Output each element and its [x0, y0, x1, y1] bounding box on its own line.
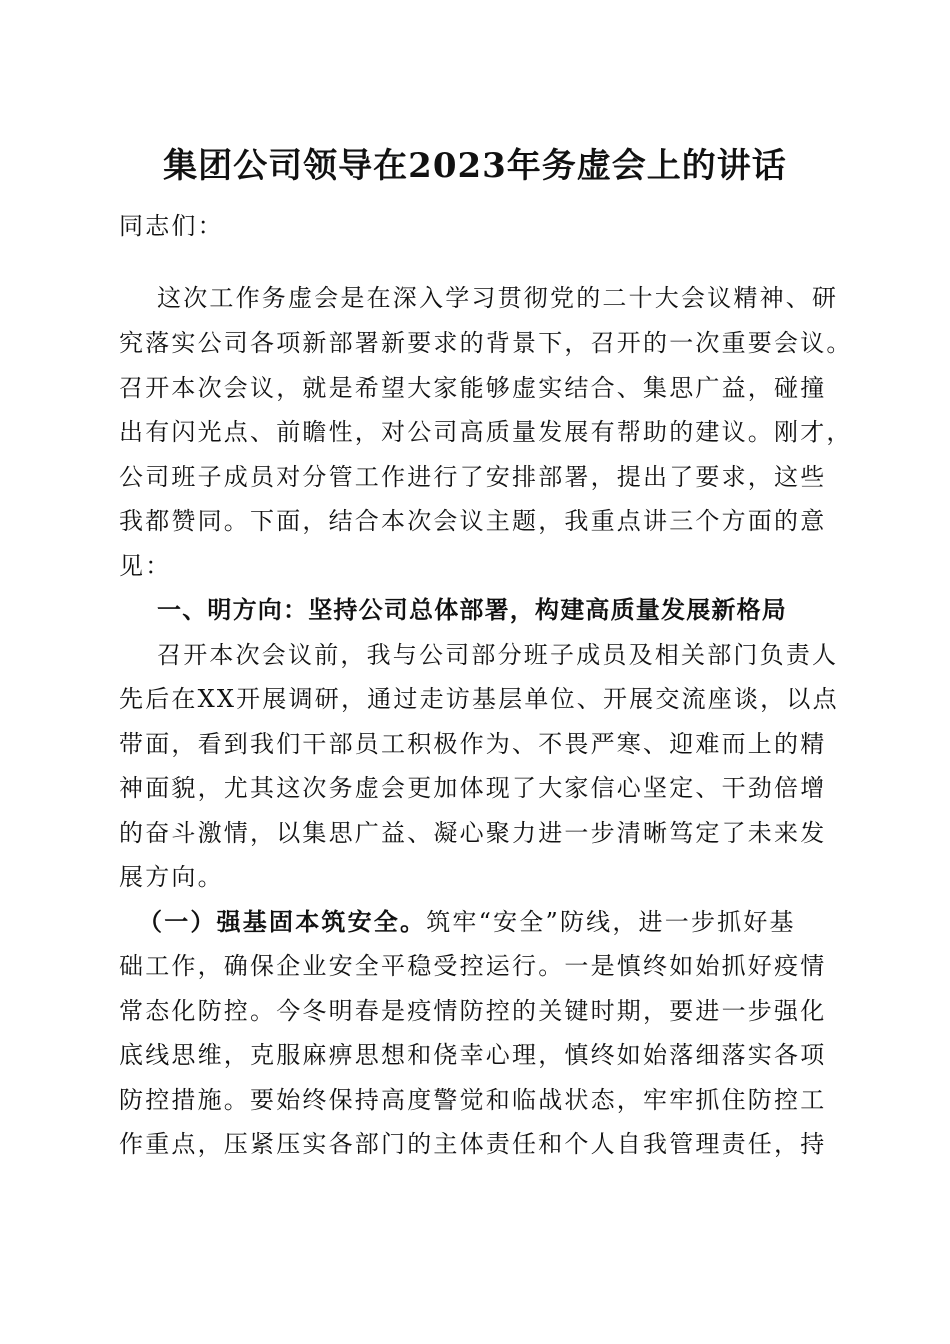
section-line: 召开本次会议前，我与公司部分班子成员及相关部门负责人: [157, 641, 839, 669]
subsection-line: 防控措施。要始终保持高度警觉和临战状态，牢牢抓住防控工: [119, 1086, 827, 1114]
intro-line: 见：: [119, 552, 172, 580]
subsection-heading: （一）强基固本筑安全。: [138, 907, 427, 936]
subsection-first-line: [138, 907, 796, 937]
section-heading: 一、明方向：坚持公司总体部署，构建高质量发展新格局: [157, 596, 787, 624]
intro-line: 出有闪光点、前瞻性，对公司高质量发展有帮助的建议。刚才，: [119, 418, 853, 446]
intro-line: 究落实公司各项新部署新要求的背景下，召开的一次重要会议。: [119, 329, 853, 357]
subsection-line: 筑牢“安全”防线，进一步抓好基: [426, 908, 796, 936]
document-title: 集团公司领导在2023年务虚会上的讲话: [163, 146, 787, 186]
section-line: 带面，看到我们干部员工积极作为、不畏严寒、迎难而上的精: [119, 730, 827, 758]
section-line: 神面貌，尤其这次务虚会更加体现了大家信心坚定、干劲倍增: [119, 774, 827, 802]
subsection-line: 常态化防控。今冬明春是疫情防控的关键时期，要进一步强化: [119, 997, 827, 1025]
intro-line: 我都赞同。下面，结合本次会议主题，我重点讲三个方面的意: [119, 507, 827, 535]
intro-line: 这次工作务虚会是在深入学习贯彻党的二十大会议精神、研: [157, 284, 839, 312]
subsection-line: 础工作，确保企业安全平稳受控运行。一是慎终如始抓好疫情: [119, 952, 827, 980]
subsection-line: 作重点，压紧压实各部门的主体责任和个人自我管理责任，持: [119, 1130, 827, 1158]
section-line: 的奋斗激情，以集思广益、凝心聚力进一步清晰笃定了未来发: [119, 819, 827, 847]
intro-line: 公司班子成员对分管工作进行了安排部署，提出了要求，这些: [119, 463, 827, 491]
section-line: 先后在XX开展调研，通过走访基层单位、开展交流座谈，以点: [119, 685, 839, 713]
subsection-line: 底线思维，克服麻痹思想和侥幸心理，慎终如始落细落实各项: [119, 1041, 827, 1069]
intro-line: 召开本次会议，就是希望大家能够虚实结合、集思广益，碰撞: [119, 374, 827, 402]
salutation: 同志们：: [119, 212, 224, 240]
section-line: 展方向。: [119, 863, 224, 891]
